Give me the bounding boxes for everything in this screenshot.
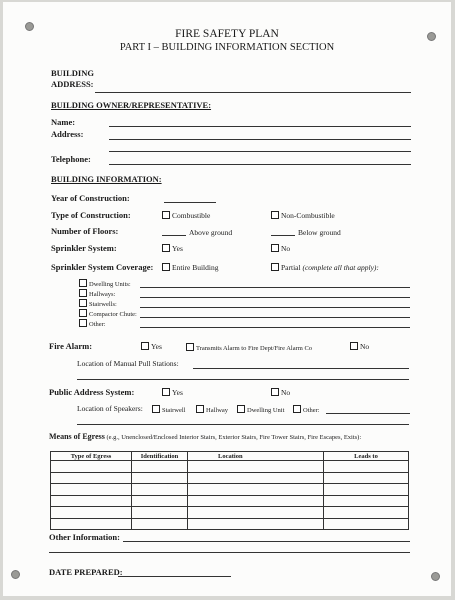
pa-no-label: No <box>281 388 291 397</box>
dwelling-unit-checkbox[interactable] <box>237 405 245 413</box>
table-row <box>51 495 409 507</box>
coverage-item <box>79 289 115 298</box>
pa-yes-checkbox[interactable] <box>162 388 170 396</box>
form-sheet <box>3 2 451 596</box>
speaker-option <box>293 405 320 414</box>
coverage-checkbox[interactable] <box>79 309 87 317</box>
type-label: Type of Construction: <box>51 210 131 220</box>
alarm-yes-option <box>141 342 162 351</box>
partial-option <box>271 263 379 272</box>
form-subtitle: PART I – BUILDING INFORMATION SECTION <box>119 42 335 53</box>
coverage-checkbox[interactable] <box>79 299 87 307</box>
coverage-field[interactable] <box>140 307 410 308</box>
building-label: BUILDING <box>51 68 94 78</box>
below-ground-label: Below ground <box>298 228 341 237</box>
speaker-option-label: Stairwell <box>162 407 186 414</box>
mounting-hole <box>11 570 20 579</box>
speakers-other-field[interactable] <box>326 413 410 414</box>
table-cell[interactable] <box>188 484 324 496</box>
non-combustible-label: Non-Combustible <box>281 211 335 220</box>
partial-note: (complete all that apply): <box>302 263 379 272</box>
alarm-yes-checkbox[interactable] <box>141 342 149 350</box>
year-field[interactable] <box>164 202 216 203</box>
address-label: ADDRESS: <box>51 79 94 89</box>
coverage-item-label: Stairwells: <box>89 301 117 308</box>
fire-alarm-label: Fire Alarm: <box>49 341 93 351</box>
coverage-checkbox[interactable] <box>79 289 87 297</box>
table-cell[interactable] <box>132 518 188 530</box>
speaker-option-label: Hallway <box>206 407 229 414</box>
hallway-checkbox[interactable] <box>196 405 204 413</box>
coverage-item <box>79 299 117 308</box>
table-cell[interactable] <box>51 484 132 496</box>
transmits-option <box>186 343 312 352</box>
coverage-field[interactable] <box>140 297 410 298</box>
below-ground-field[interactable] <box>271 235 295 236</box>
building-address-field[interactable] <box>95 92 411 93</box>
table-cell[interactable] <box>51 461 132 473</box>
alarm-no-checkbox[interactable] <box>350 342 358 350</box>
combustible-label: Combustible <box>172 211 211 220</box>
coverage-item <box>79 319 106 328</box>
floors-label: Number of Floors: <box>51 226 119 236</box>
table-row <box>51 472 409 484</box>
speaker-option <box>196 405 228 414</box>
speaker-option <box>152 405 185 414</box>
table-cell[interactable] <box>51 495 132 507</box>
table-row <box>51 461 409 473</box>
table-cell[interactable] <box>324 518 409 530</box>
table-cell[interactable] <box>324 495 409 507</box>
table-cell[interactable] <box>324 507 409 519</box>
table-cell[interactable] <box>51 518 132 530</box>
coverage-item-label: Hallways: <box>89 291 116 298</box>
pull-stations-label: Location of Manual Pull Stations: <box>77 359 179 368</box>
owner-address-field-2[interactable] <box>109 151 411 152</box>
sprinkler-label: Sprinkler System: <box>51 243 117 253</box>
other-checkbox[interactable] <box>293 405 301 413</box>
table-cell[interactable] <box>324 472 409 484</box>
entire-building-label: Entire Building <box>172 263 219 272</box>
table-cell[interactable] <box>324 484 409 496</box>
combustible-option <box>162 211 210 220</box>
table-cell[interactable] <box>132 472 188 484</box>
table-cell[interactable] <box>51 507 132 519</box>
pull-stations-field-2[interactable] <box>77 379 409 380</box>
coverage-field[interactable] <box>140 317 410 318</box>
coverage-checkbox[interactable] <box>79 279 87 287</box>
table-cell[interactable] <box>188 472 324 484</box>
coverage-item-label: Compactor Chute: <box>89 311 137 318</box>
sprinkler-yes-checkbox[interactable] <box>162 244 170 252</box>
transmits-checkbox[interactable] <box>186 343 194 351</box>
info-header: BUILDING INFORMATION: <box>51 174 162 184</box>
sprinkler-no-label: No <box>281 244 291 253</box>
pa-label: Public Address System: <box>49 387 135 397</box>
coverage-checkbox[interactable] <box>79 319 87 327</box>
partial-checkbox[interactable] <box>271 263 279 271</box>
pull-stations-field[interactable] <box>193 368 409 369</box>
table-cell[interactable] <box>132 495 188 507</box>
coverage-item-label: Dwelling Units: <box>89 281 131 288</box>
egress-label: Means of Egress <box>49 432 105 441</box>
speaker-option <box>237 405 284 414</box>
table-row <box>51 507 409 519</box>
sprinkler-yes-label: Yes <box>172 244 183 253</box>
owner-header: BUILDING OWNER/REPRESENTATIVE: <box>51 100 212 110</box>
non-combustible-option <box>271 211 335 220</box>
above-ground-label: Above ground <box>189 228 233 237</box>
non-combustible-checkbox[interactable] <box>271 211 279 219</box>
speakers-label: Location of Speakers: <box>77 404 143 413</box>
other-info-field[interactable] <box>123 541 410 542</box>
pa-yes-option <box>162 388 183 397</box>
above-ground-field[interactable] <box>162 235 186 236</box>
partial-label: Partial <box>281 263 301 272</box>
egress-note: (e.g., Unenclosed/Enclosed Interior Stairs, Exterior Stairs, Fire Tower Stairs, Fire Escapes, Exits): <box>106 434 362 441</box>
pa-yes-label: Yes <box>172 388 183 397</box>
sprinkler-yes-option <box>162 244 183 253</box>
alarm-yes-label: Yes <box>151 342 162 351</box>
entire-building-checkbox[interactable] <box>162 263 170 271</box>
combustible-checkbox[interactable] <box>162 211 170 219</box>
speakers-field-2[interactable] <box>77 424 409 425</box>
mounting-hole <box>431 572 440 581</box>
speaker-option-label: Other: <box>303 407 320 414</box>
pa-no-option <box>271 388 290 397</box>
coverage-item <box>79 279 131 288</box>
table-cell[interactable] <box>188 461 324 473</box>
owner-name-field[interactable] <box>109 126 411 127</box>
sprinkler-no-option <box>271 244 290 253</box>
transmits-label: Transmits Alarm to Fire Dept/Fire Alarm Co <box>196 345 313 352</box>
date-field[interactable] <box>118 576 231 577</box>
table-cell[interactable] <box>51 472 132 484</box>
table-cell[interactable] <box>132 507 188 519</box>
table-row <box>51 484 409 496</box>
coverage-field[interactable] <box>140 327 410 328</box>
form-title: FIRE SAFETY PLAN <box>175 28 279 40</box>
egress-col-header: Location <box>188 452 324 461</box>
entire-building-option <box>162 263 218 272</box>
speaker-option-label: Dwelling Unit <box>247 407 285 414</box>
stairwell-checkbox[interactable] <box>152 405 160 413</box>
name-label: Name: <box>51 117 76 127</box>
egress-col-header: Type of Egress <box>51 452 132 461</box>
coverage-field[interactable] <box>140 287 410 288</box>
sprinkler-no-checkbox[interactable] <box>271 244 279 252</box>
egress-col-header: Identification <box>132 452 188 461</box>
table-cell[interactable] <box>324 461 409 473</box>
table-cell[interactable] <box>188 495 324 507</box>
pa-no-checkbox[interactable] <box>271 388 279 396</box>
egress-table <box>50 451 409 530</box>
alarm-no-option <box>350 342 369 351</box>
year-label: Year of Construction: <box>51 193 130 203</box>
table-row <box>51 518 409 530</box>
other-info-field-2[interactable] <box>49 552 410 553</box>
egress-heading <box>49 432 361 441</box>
egress-header-row <box>51 452 409 461</box>
alarm-no-label: No <box>360 342 370 351</box>
table-cell[interactable] <box>132 461 188 473</box>
owner-address-label: Address: <box>51 129 84 139</box>
table-cell[interactable] <box>132 484 188 496</box>
egress-col-header: Leads to <box>324 452 409 461</box>
other-info-label: Other Information: <box>49 532 120 542</box>
table-cell[interactable] <box>188 518 324 530</box>
coverage-label: Sprinkler System Coverage: <box>51 262 154 272</box>
owner-address-field[interactable] <box>109 139 411 140</box>
coverage-item <box>79 309 137 318</box>
coverage-item-label: Other: <box>89 321 106 328</box>
date-label: DATE PREPARED: <box>49 567 123 577</box>
table-cell[interactable] <box>188 507 324 519</box>
telephone-label: Telephone: <box>51 154 91 164</box>
telephone-field[interactable] <box>109 164 411 165</box>
